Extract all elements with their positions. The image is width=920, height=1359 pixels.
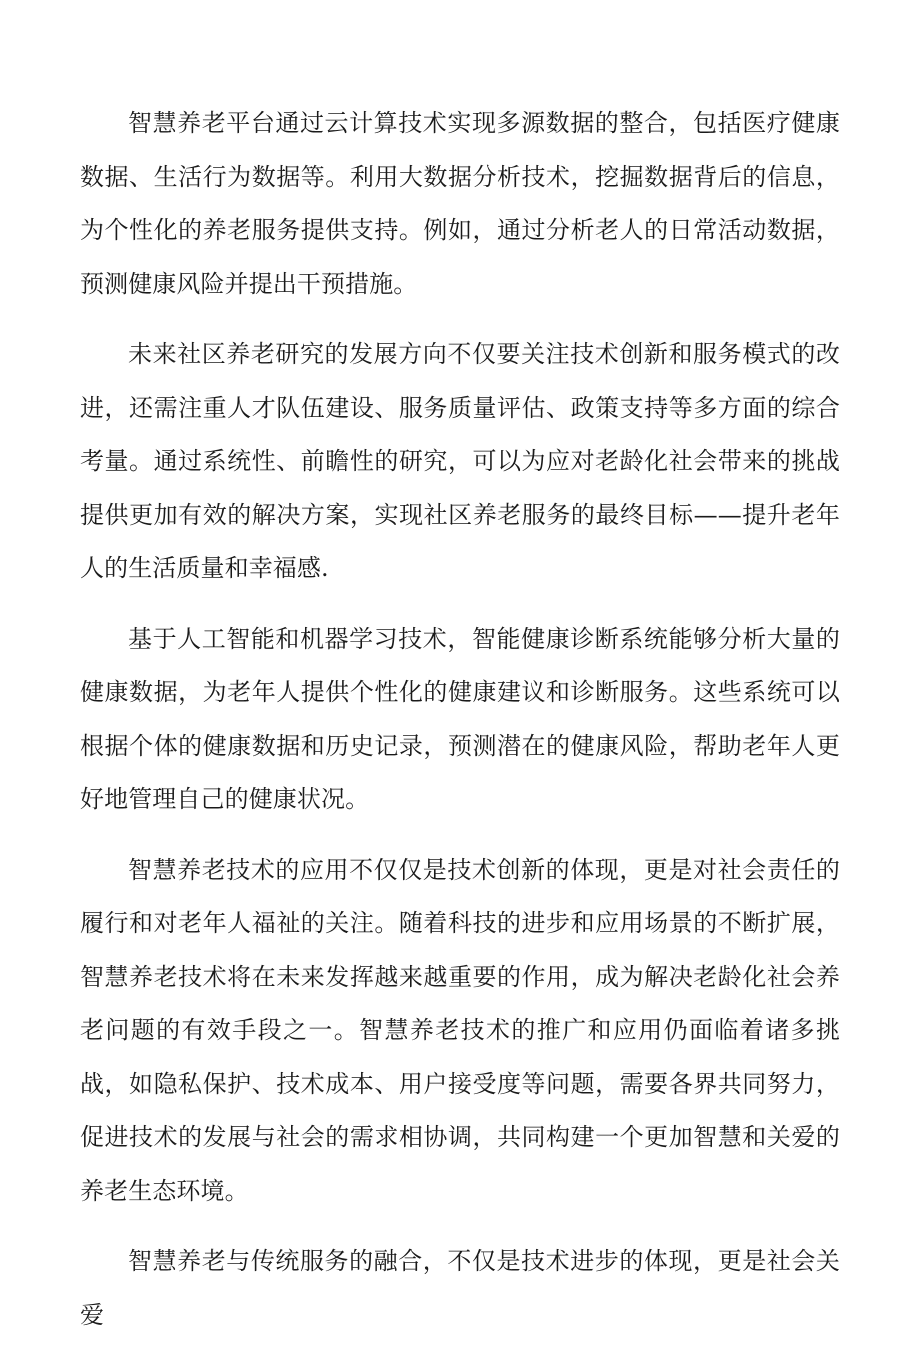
paragraph-cloud-platform: 智慧养老平台通过云计算技术实现多源数据的整合，包括医疗健康数据、生活行为数据等。利用大数据分析技术，挖掘数据背后的信息，为个性化的养老服务提供支持。例如，通过分析老人的日常活动数据，预测健康风险并提出干预措施。 <box>80 109 840 298</box>
paragraph-ai-diagnosis: 基于人工智能和机器学习技术，智能健康诊断系统能够分析大量的健康数据，为老年人提供个性化的健康建议和诊断服务。这些系统可以根据个体的健康数据和历史记录，预测潜在的健康风险，帮助老年人更好地管理自己的健康状况。 <box>80 624 840 813</box>
document-body <box>80 97 840 1359</box>
paragraph-future-research: 未来社区养老研究的发展方向不仅要关注技术创新和服务模式的改进，还需注重人才队伍建设、服务质量评估、政策支持等多方面的综合考量。通过系统性、前瞻性的研究，可以为应对老龄化社会带来的挑战提供更加有效的解决方案，实现社区养老服务的最终目标——提升老年人的生活质量和幸福感. <box>80 340 840 582</box>
paragraph-technology-application: 智慧养老技术的应用不仅仅是技术创新的体现，更是对社会责任的履行和对老年人福祉的关注。随着科技的进步和应用场景的不断扩展，智慧养老技术将在未来发挥越来越重要的作用，成为解决老龄化社会养老问题的有效手段之一。智慧养老技术的推广和应用仍面临着诸多挑战，如隐私保护、技术成本、用户接受度等问题，需要各界共同努力，促进技术的发展与社会的需求相协调，共同构建一个更加智慧和关爱的养老生态环境。 <box>80 855 840 1205</box>
paragraph-service-integration: 智慧养老与传统服务的融合，不仅是技术进步的体现，更是社会关爱 <box>80 1247 840 1329</box>
